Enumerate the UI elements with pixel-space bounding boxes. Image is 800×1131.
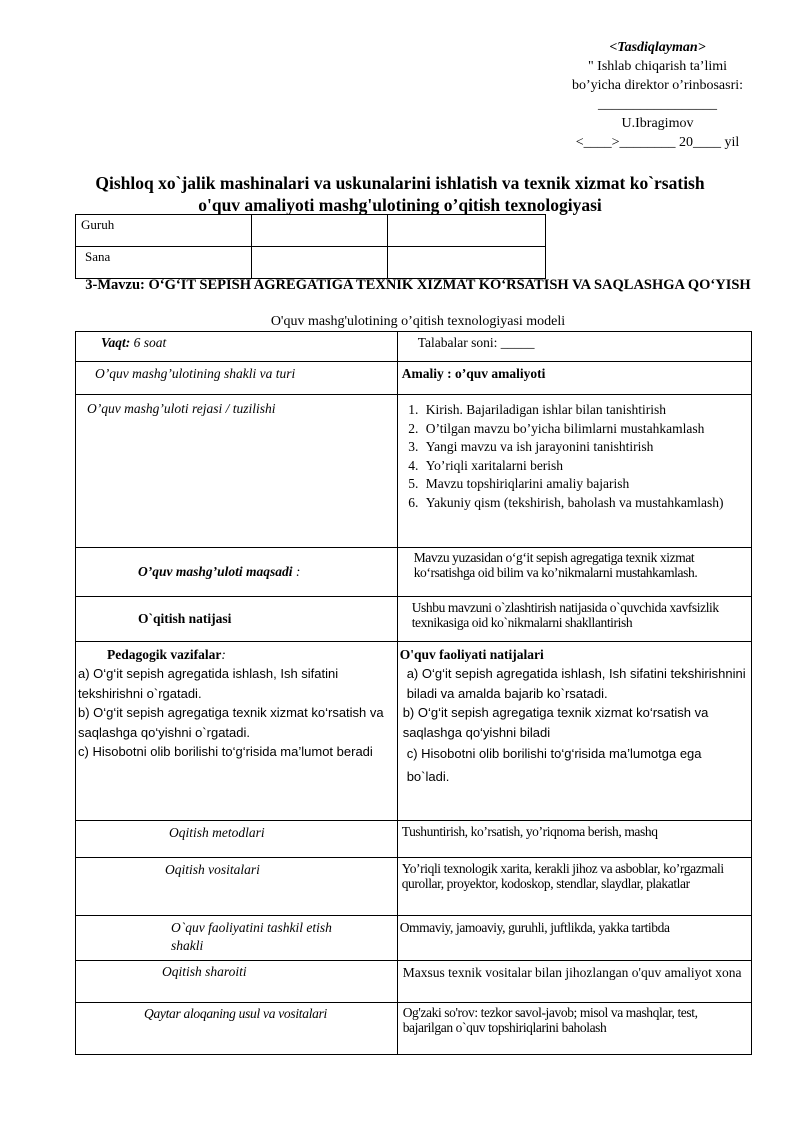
methods-row — [76, 821, 752, 858]
goal-label: O’quv mashg’uloti maqsadi — [138, 564, 293, 579]
plan-list — [402, 401, 747, 512]
plan-item: 2. O’tilgan mavzu bo’yicha bilimlarni mustahkamlash — [422, 420, 747, 439]
date-cell-1[interactable] — [252, 247, 388, 279]
group-row — [76, 215, 546, 247]
plan-cell — [397, 395, 751, 548]
students-count: Talabalar soni: _____ — [397, 332, 751, 362]
means-label: Oqitish vositalari — [76, 858, 398, 916]
approval-heading: <Tasdiqlayman> — [609, 40, 706, 55]
approval-block — [555, 38, 760, 152]
group-cell-1[interactable] — [252, 215, 388, 247]
title-line-1: Qishloq xo`jalik mashinalari va uskunalarini ishlatish va texnik xizmat ko`rsatish — [95, 173, 705, 193]
goal-label-cell — [76, 548, 398, 597]
approval-line-1: " Ishlab chiqarish ta’limi — [587, 59, 728, 74]
plan-item: 6. Yakuniy qism (tekshirish, baholash va mustahkamlash) — [422, 494, 747, 513]
organization-row — [76, 916, 752, 961]
result-value: Ushbu mavzuni o`zlashtirish natijasida o`quvchida xavfsizlik texnikasiga oid ko`nikmalarni shakllantirish — [397, 597, 751, 642]
tasks-label: Pedagogik vazifalar — [107, 647, 222, 662]
tasks-heading — [78, 646, 393, 664]
result-label: O`qitish natijasi — [76, 597, 398, 642]
approval-date-line: <____>________ 20____ yil — [575, 135, 740, 150]
plan-item: 4. Yo’riqli xaritalarni berish — [422, 457, 747, 476]
time-row — [76, 332, 752, 362]
document-title — [60, 172, 740, 216]
feedback-label: Qaytar aloqaning usul va vositalari — [76, 1003, 398, 1055]
result-row — [76, 597, 752, 642]
goal-value: Mavzu yuzasidan o‘g‘it sepish agregatiga texnik xizmat ko‘rsatishga oid bilim va ko’nikmalarni mustahkamlash. — [397, 548, 751, 597]
organization-label: O`quv faoliyatini tashkil etish shakli — [76, 916, 398, 961]
task-item: a) O‘g‘it sepish agregatida ishlash, Ish sifatini tekshirishni o`rgatadi. — [78, 666, 339, 701]
conditions-value: Maxsus texnik vositalar bilan jihozlangan o'quv amaliyot xona — [397, 961, 751, 1003]
model-subtitle: O'quv mashg'ulotining o’qitish texnologiyasi modeli — [270, 314, 566, 329]
topic-heading: 3-Mavzu: O‘G‘IT SEPISH AGREGATIGA TEXNIK XIZMAT KO‘RSATISH VA SAQLASHGA QO‘YISH — [85, 277, 751, 293]
organization-value: Ommaviy, jamoaviy, guruhli, juftlikda, yakka tartibda — [397, 916, 751, 961]
group-cell-2[interactable] — [388, 215, 546, 247]
task-item: b) O‘g‘it sepish agregatiga texnik xizmat ko‘rsatish va saqlashga qo‘yishni o`rgatadi. — [78, 705, 384, 740]
means-value: Yo’riqli texnologik xarita, kerakli jihoz va asboblar, ko’rgazmali qurollar, proyektor, kodoskop, stendlar, slaydlar, plakatlar — [397, 858, 751, 916]
outcomes-cell — [397, 642, 751, 821]
title-line-2: o'quv amaliyoti mashg'ulotining o’qitish texnologiyasi — [198, 195, 602, 215]
feedback-value: Og'zaki so'rov: tezkor savol-javob; misol va mashqlar, test, bajarilgan o`quv topshiriqlarini baholash — [397, 1003, 751, 1055]
time-label: Vaqt: — [101, 335, 131, 350]
tasks-row — [76, 642, 752, 821]
conditions-row — [76, 961, 752, 1003]
goal-row — [76, 548, 752, 597]
plan-item: 5. Mavzu topshiriqlarini amaliy bajarish — [422, 475, 747, 494]
form-value: Amaliy : o’quv amaliyoti — [397, 362, 751, 395]
methods-label: Oqitish metodlari — [76, 821, 398, 858]
plan-row — [76, 395, 752, 548]
model-table — [75, 331, 752, 1055]
plan-item: 1. Kirish. Bajariladigan ishlar bilan tanishtirish — [422, 401, 747, 420]
group-label: Guruh — [76, 215, 252, 247]
approval-line-2: bo’yicha direktor o’rinbosasri: — [571, 78, 744, 93]
goal-colon: : — [292, 564, 301, 579]
task-item: c) Hisobotni olib borilishi to‘g‘risida ma’lumot beradi — [78, 744, 373, 759]
date-cell-2[interactable] — [388, 247, 546, 279]
means-row — [76, 858, 752, 916]
plan-item: 3. Yangi mavzu va ish jarayonini tanishtirish — [422, 438, 747, 457]
time-cell — [76, 332, 398, 362]
signature-line: _________________ — [598, 97, 717, 112]
outcome-item: a) O‘g‘it sepish agregatida ishlash, Ish sifatini tekshirishnini biladi va amalda bajarib ko`rsatadi. — [406, 666, 746, 701]
form-label: O’quv mashg’ulotining shakli va turi — [76, 362, 398, 395]
outcome-item: c) Hisobotni olib borilishi to‘g‘risida ma’lumotga ega bo`ladi. — [406, 746, 702, 784]
outcomes-label: O'quv faoliyati natijalari — [399, 647, 544, 662]
methods-value: Tushuntirish, ko’rsatish, yo’riqnoma berish, mashq — [397, 821, 751, 858]
feedback-row — [76, 1003, 752, 1055]
tasks-colon: : — [221, 647, 226, 662]
time-value: 6 soat — [130, 335, 167, 350]
group-date-table — [75, 214, 546, 279]
approver-name: U.Ibragimov — [621, 116, 694, 131]
outcome-item: b) O‘g‘it sepish agregatiga texnik xizmat ko‘rsatish va saqlashga qo‘yishni biladi — [402, 705, 709, 740]
plan-label: O’quv mashg’uloti rejasi / tuzilishi — [76, 395, 398, 548]
date-label: Sana — [76, 247, 252, 279]
date-row — [76, 247, 546, 279]
form-row — [76, 362, 752, 395]
conditions-label: Oqitish sharoiti — [76, 961, 398, 1003]
tasks-cell — [76, 642, 398, 821]
